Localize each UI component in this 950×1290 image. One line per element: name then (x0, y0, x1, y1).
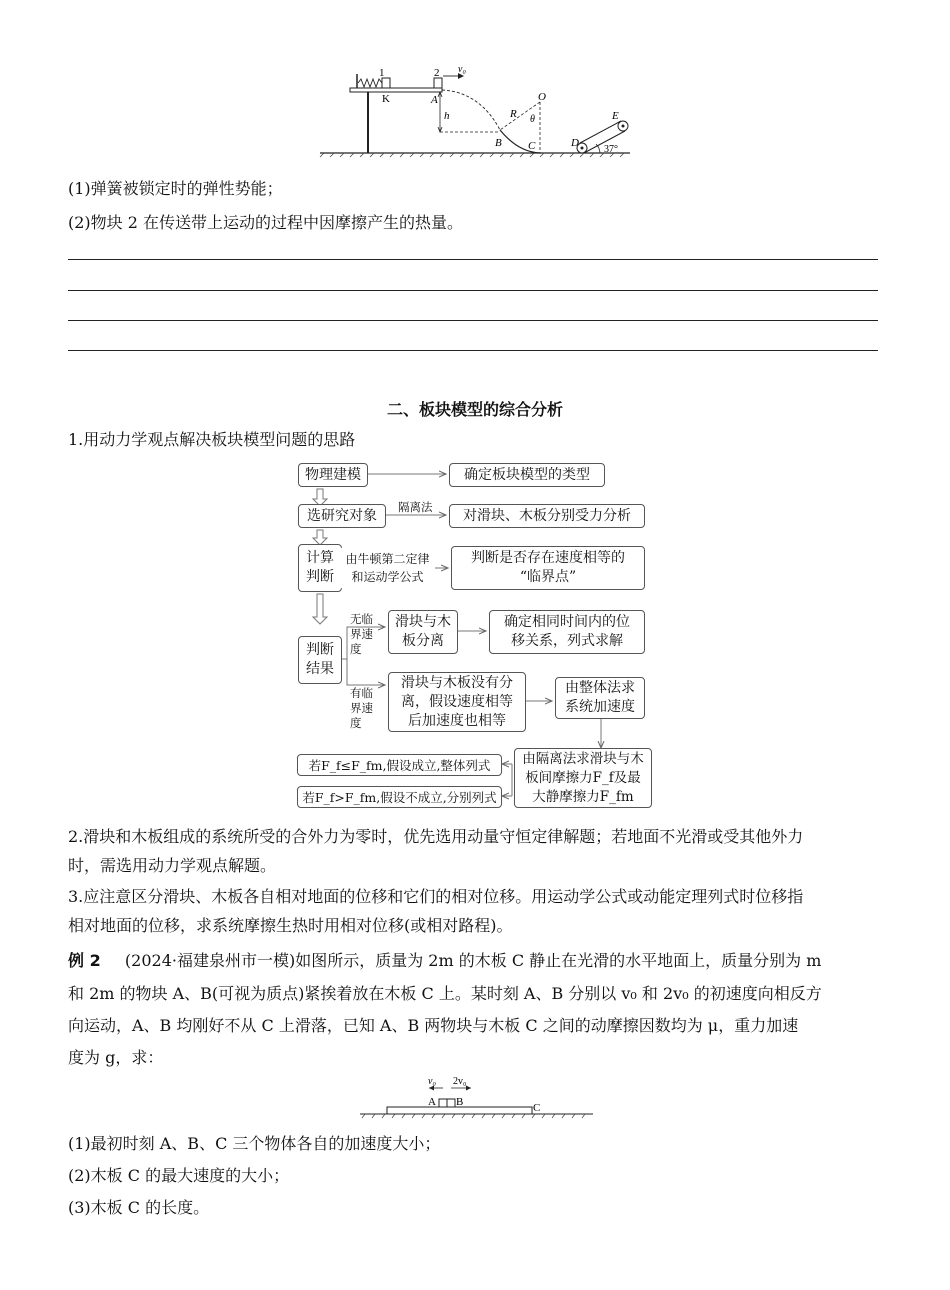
fc-has-critical: 有临 界速 度 (350, 686, 373, 730)
label-c: C (528, 140, 536, 152)
fc-cond-2: 若F_f>F_fm,假设不成立,分别列式 (297, 786, 502, 808)
example-label: 例 2 (68, 951, 101, 970)
label-k: K (382, 93, 390, 105)
fc-whole-method: 由整体法求 系统加速度 (555, 677, 645, 719)
question-1: (1)弹簧被锁定时的弹性势能； (68, 179, 283, 198)
label-theta: θ (530, 114, 535, 125)
label-2: 2 (434, 67, 440, 79)
fc-judge-result: 判断 结果 (298, 636, 342, 684)
fc-displacement: 确定相同时间内的位 移关系，列式求解 (489, 610, 645, 654)
small-label-a: A (428, 1096, 436, 1108)
small-label-c: C (533, 1102, 541, 1114)
example-source: (2024·福建泉州市一模) (124, 951, 296, 970)
fc-calc-judge: 计算 判断 (298, 544, 342, 592)
example-2-line-3: 向运动，A、B 均刚好不从 C 上滑落，已知 A、B 两物块与木板 C 之间的动摩擦因数均为 μ，重力加速 (68, 1016, 799, 1035)
question-b1: (1)最初时刻 A、B、C 三个物体各自的加速度大小； (68, 1134, 441, 1153)
fc-isolation-label: 隔离法 (398, 500, 433, 514)
question-b3: (3)木板 C 的长度。 (68, 1198, 210, 1217)
question-b2: (2)木板 C 的最大速度的大小； (68, 1166, 290, 1185)
label-angle: 37° (604, 144, 618, 155)
fc-model-build: 物理建模 (298, 463, 368, 487)
point-3-line-2: 相对地面的位移，求系统摩擦生热时用相对位移(或相对路程)。 (68, 916, 513, 935)
fc-isolation-friction: 由隔离法求滑块与木 板间摩擦力F_f及最 大静摩擦力F_fm (514, 748, 652, 808)
example-2-line-2: 和 2m 的物块 A、B(可视为质点)紧挨着放在木板 C 上。某时刻 A、B 分别以 v₀ 和 2v₀ 的初速度向相反方 (68, 984, 822, 1003)
fc-not-separate: 滑块与木板没有分 离，假设速度相等 后加速度也相等 (388, 672, 526, 732)
point-2-line-1: 2.滑块和木板组成的系统所受的合外力为零时，优先选用动量守恒定律解题；若地面不光滑或受其他外力 (68, 827, 804, 846)
fc-select-object: 选研究对象 (298, 504, 386, 528)
label-e: E (612, 110, 619, 122)
small-label-b: B (456, 1096, 464, 1108)
example-2-line-4: 度为 g，求： (68, 1048, 164, 1067)
label-r: R (510, 108, 517, 120)
label-a: A (431, 94, 438, 106)
fc-cond-1: 若F_f≤F_fm,假设成立,整体列式 (297, 754, 502, 776)
point-1-title: 1.用动力学观点解决板块模型问题的思路 (68, 430, 356, 449)
label-h: h (444, 110, 450, 122)
fc-force-analysis: 对滑块、木板分别受力分析 (449, 504, 645, 528)
section-heading: 二、板块模型的综合分析 (386, 400, 563, 419)
label-v0: v₀ (458, 64, 466, 75)
fc-model-type: 确定板块模型的类型 (449, 463, 605, 487)
fc-critical-point: 判断是否存在速度相等的 “临界点” (451, 546, 645, 590)
board-block-figure (355, 1072, 605, 1120)
point-3-line-1: 3.应注意区分滑块、木板各自相对地面的位移和它们的相对位移。用运动学公式或动能定理列式时位移指 (68, 887, 804, 906)
label-o: O (538, 91, 546, 103)
label-1: 1 (379, 67, 385, 79)
point-2-line-2: 时，需选用动力学观点解题。 (68, 856, 277, 875)
fc-no-critical: 无临 界速 度 (350, 612, 373, 656)
label-b: B (495, 137, 502, 149)
fc-newton-law: 由牛顿第二定律 和运动学公式 (340, 547, 435, 589)
small-label-v0: v₀ (428, 1076, 436, 1087)
fc-separate: 滑块与木 板分离 (388, 610, 458, 654)
question-2: (2)物块 2 在传送带上运动的过程中因摩擦产生的热量。 (68, 213, 464, 232)
example-text-1: 如图所示，质量为 2m 的木板 C 静止在光滑的水平地面上，质量分别为 m (295, 951, 822, 970)
example-2-line-1 (68, 950, 821, 972)
label-d: D (571, 137, 579, 149)
small-label-2v0: 2v₀ (453, 1076, 467, 1087)
